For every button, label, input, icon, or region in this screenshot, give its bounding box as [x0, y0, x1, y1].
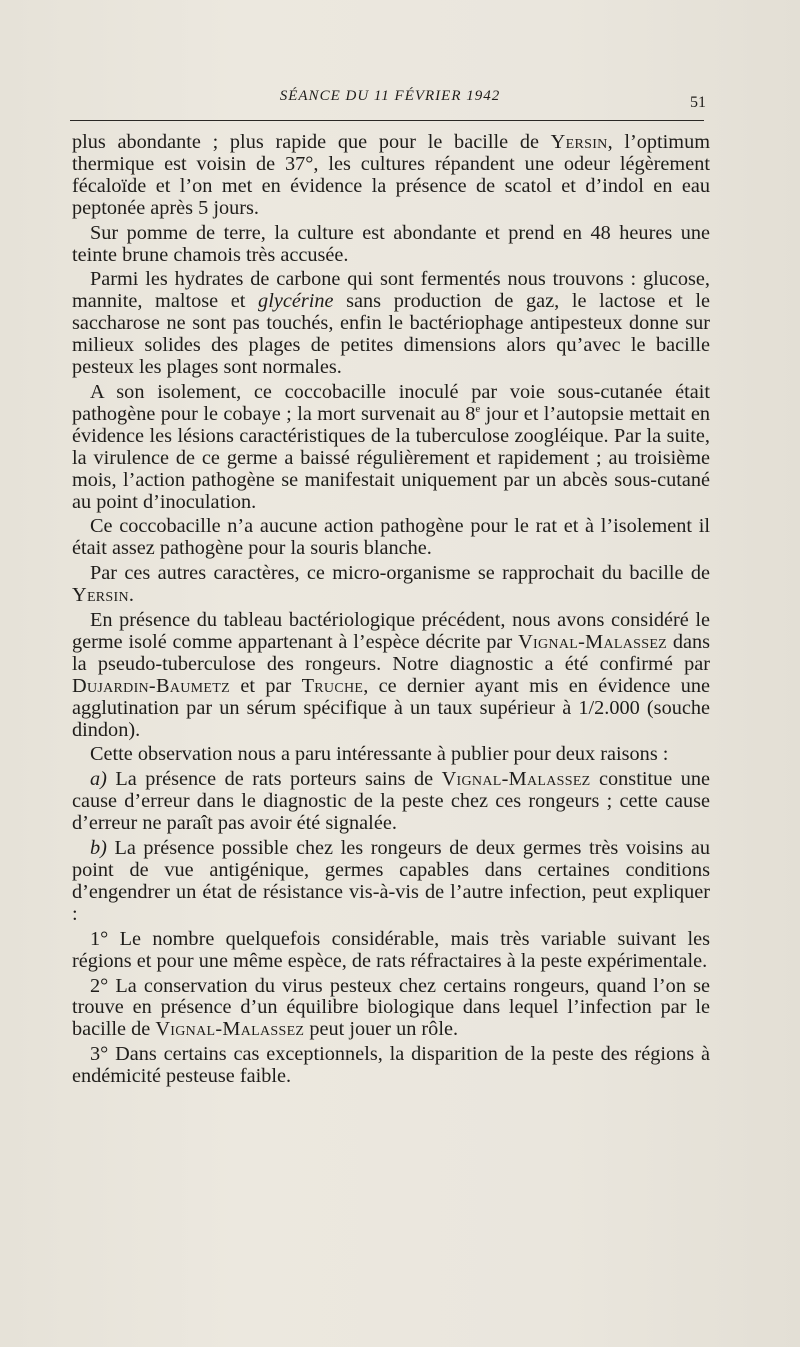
paragraph-2: Sur pomme de terre, la culture est abondante et prend en 48 heures une teinte brune chamois très accusée. [72, 221, 710, 266]
page-header [70, 86, 710, 122]
author-name: Truche [301, 674, 364, 697]
running-head: SÉANCE DU 11 FÉVRIER 1942 [279, 88, 501, 104]
list-label: a) [90, 768, 107, 791]
author-name: Vignal-Malassez [155, 1018, 305, 1041]
list-number: 1° [90, 927, 109, 950]
superscript: e [475, 403, 481, 416]
paragraph-1: plus abondante ; plus rapide que pour le bacille de Yersin, l’optimum thermique est voisin de 37°, les cultures répandent une odeur légèrement fécaloïde et l’on met en évidence la présence de scatol et d’indol en eau peptonée après 5 jours. [72, 131, 710, 219]
paragraph-3: Parmi les hydrates de carbone qui sont fermentés nous trouvons : glucose, mannite, maltose et glycérine sans production de gaz, le lactose et le saccharose ne sont pas touchés, enfin le bactériophage antipesteux donne sur milieux solides des plages de petites dimensions alors qu’avec le bacille pesteux les plages sont normales. [72, 268, 710, 379]
paragraph-13: 3° Dans certains cas exceptionnels, la disparition de la peste des régions à endémicité pesteuse faible. [72, 1043, 710, 1088]
list-label: b) [90, 837, 107, 860]
paragraph-7: En présence du tableau bactériologique précédent, nous avons considéré le germe isolé comme appartenant à l’espèce décrite par Vignal-Malassez dans la pseudo-tuberculose des rongeurs. Notre diagnostic a été confirmé par Dujardin-Baumetz et par Truche, ce dernier ayant mis en évidence une agglutination par un sérum spécifique à un taux supérieur à 1/2.000 (souche dindon). [72, 609, 710, 741]
list-number: 2° [90, 974, 109, 997]
header-rule [70, 120, 704, 121]
author-name: Dujardin-Baumetz [72, 674, 230, 697]
paragraph-12: 2° La conservation du virus pesteux chez certains rongeurs, quand l’on se trouve en présence d’un équilibre biologique dans lequel l’infection par le bacille de Vignal-Malassez peut jouer un rôle. [72, 974, 710, 1041]
paragraph-6: Par ces autres caractères, ce micro-organisme se rapprochait du bacille de Yersin. [72, 562, 710, 607]
paragraph-10: b) La présence possible chez les rongeurs de deux germes très voisins au point de vue antigénique, germes capables dans certaines conditions d’engendrer un état de résistance vis-à-vis de l’autre infection, peut expliquer : [72, 837, 710, 925]
author-name: Vignal-Malassez [518, 630, 668, 653]
paragraph-8: Cette observation nous a paru intéressante à publier pour deux raisons : [90, 743, 669, 766]
author-name: Yersin [72, 584, 129, 607]
paragraph-11: 1° Le nombre quelquefois considérable, mais très variable suivant les régions et pour une même espèce, de rats réfractaires à la peste expérimentale. [72, 927, 710, 972]
paragraph-4: A son isolement, ce coccobacille inoculé par voie sous-cutanée était pathogène pour le cobaye ; la mort survenait au 8e jour et l’autopsie mettait en évidence les lésions caractéristiques de la tuberculose zoogléique. Par la suite, la virulence de ce germe a baissé régulièrement et rapidement ; au troisième mois, l’action pathogène se manifestait uniquement par un abcès sous-cutané au point d’inoculation. [72, 380, 710, 513]
italic-term: glycérine [258, 290, 334, 313]
paragraph-5: Ce coccobacille n’a aucune action pathogène pour le rat et à l’isolement il était assez pathogène pour la souris blanche. [72, 515, 710, 560]
page-number: 51 [690, 94, 706, 111]
paragraph-9: a) La présence de rats porteurs sains de Vignal-Malassez constitue une cause d’erreur dans le diagnostic de la peste chez ces rongeurs ; cette cause d’erreur ne paraît pas avoir été signalée. [72, 768, 710, 835]
author-name: Yersin [550, 131, 608, 153]
list-number: 3° [90, 1043, 109, 1066]
author-name: Vignal-Malassez [441, 768, 591, 791]
body-text [72, 132, 710, 1091]
